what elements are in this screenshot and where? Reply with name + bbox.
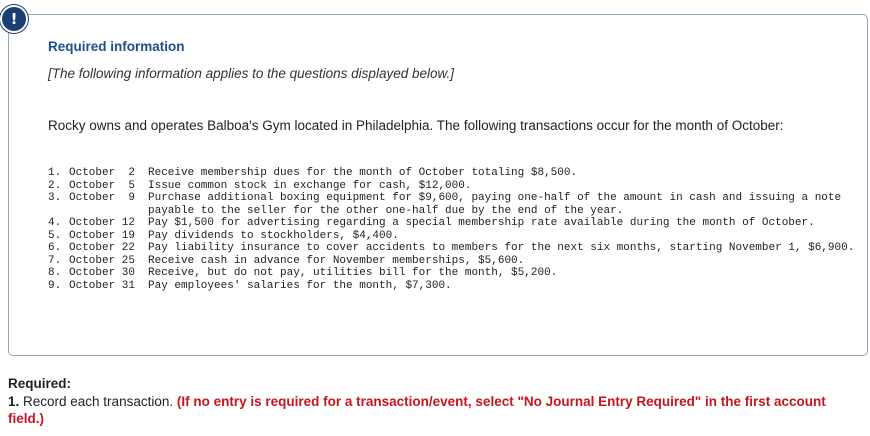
transaction-number: 5. [48,229,62,242]
transaction-date: October 2 [69,167,136,179]
transaction-list [48,167,858,292]
transaction-item [48,255,858,268]
transaction-description: Pay $1,500 for advertising regarding a special membership rate available during the month of October. [148,217,815,229]
transaction-date: October 9 [69,192,136,204]
transaction-description: Pay employees' salaries for the month, $7,300. [148,279,452,292]
transaction-item [48,242,858,255]
transaction-date: October 25 [69,254,136,267]
transaction-number: 3. [48,192,62,204]
panel-subtitle: [The following information applies to the questions displayed below.] [48,66,454,81]
transaction-date: October 22 [69,242,136,254]
transaction-description: Receive membership dues for the month of October totaling $8,500. [148,167,578,179]
requirement-text: Record each transaction. [19,394,177,409]
required-instruction [8,393,860,427]
transaction-item [48,180,858,193]
transaction-number: 7. [48,254,62,267]
transaction-number: 6. [48,242,62,254]
transaction-date: October 12 [69,217,136,229]
required-information-panel [8,14,868,356]
transaction-description: Issue common stock in exchange for cash, $12,000. [148,179,472,192]
transaction-description: Pay liability insurance to cover accidents to members for the next six months, starting November 1, $6,900. [148,242,855,254]
panel-title: Required information [48,39,185,54]
transaction-number: 4. [48,217,62,229]
transaction-date: October 30 [69,267,136,279]
transaction-description: Receive, but do not pay, utilities bill for the month, $5,200. [148,267,558,279]
transaction-number: 2. [48,179,62,192]
transaction-item [48,192,858,217]
transaction-description: Receive cash in advance for November memberships, $5,600. [148,254,525,267]
transaction-date: October 31 [69,279,136,292]
transaction-item [48,167,858,180]
transaction-item [48,217,858,230]
alert-exclamation-icon: ! [0,5,28,33]
requirement-number: 1. [8,394,20,409]
transaction-description: Pay dividends to stockholders, $4,400. [148,229,399,242]
scenario-intro: Rocky owns and operates Balboa's Gym located in Philadelphia. The following transactions occur for the month of October: [48,118,784,133]
transaction-item [48,267,858,280]
transaction-number: 8. [48,267,62,279]
transaction-number: 1. [48,167,62,179]
transaction-description: Purchase additional boxing equipment for $9,600, paying one-half of the amount in cash and issuing a note payable to the seller for the other one-half due by the end of the year. [148,192,842,217]
transaction-number: 9. [48,279,62,292]
transaction-date: October 19 [69,229,136,242]
transaction-date: October 5 [69,179,136,192]
transaction-item [48,230,858,243]
requirement-note: (If no entry is required for a transaction/event, select "No Journal Entry Required" in the first account field.) [8,394,826,426]
transaction-item [48,280,858,293]
required-heading: Required: [8,376,72,391]
